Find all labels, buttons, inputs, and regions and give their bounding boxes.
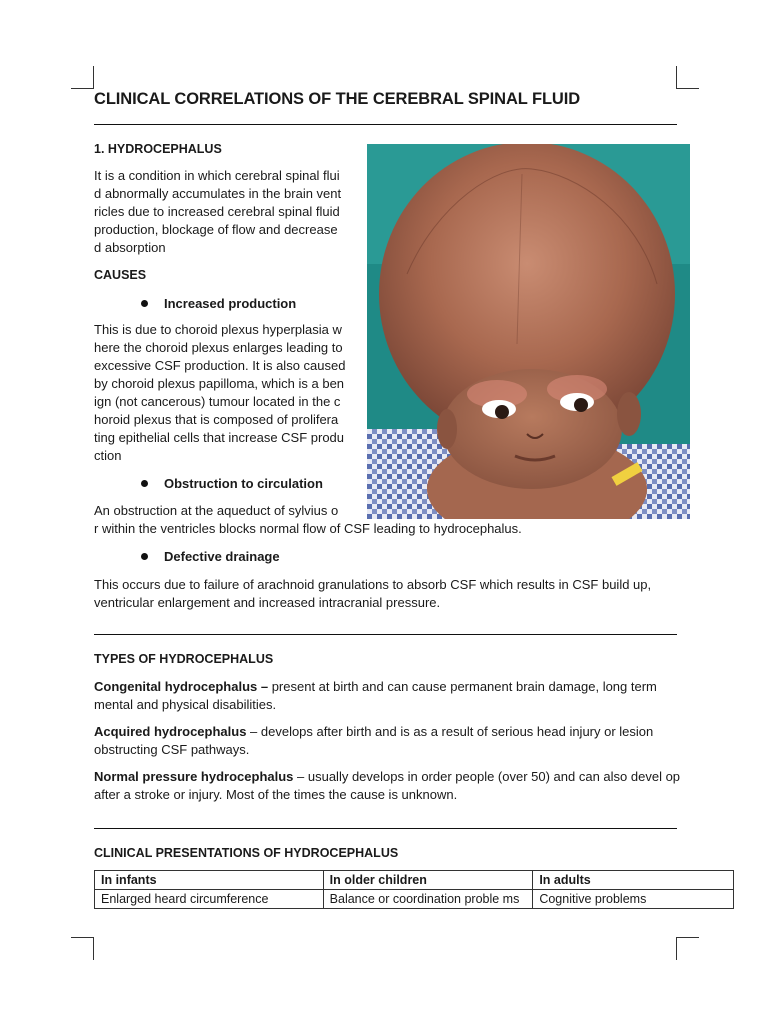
divider <box>94 634 677 635</box>
causes-heading: CAUSES <box>94 268 147 282</box>
table-cell: Balance or coordination proble ms <box>323 890 533 909</box>
section-heading: 1. HYDROCEPHALUS <box>94 142 222 156</box>
types-heading: TYPES OF HYDROCEPHALUS <box>94 652 274 666</box>
drainage-paragraph: This occurs due to failure of arachnoid granulations to absorb CSF which results in CSF build up, ventricular enlargement and increased intracranial pressure. <box>94 577 652 610</box>
crop-mark-top-right <box>676 66 699 89</box>
bullet-increased-production: Increased production <box>141 296 296 311</box>
bullet-dot <box>141 553 148 560</box>
crop-mark-top-left <box>71 66 94 89</box>
type-normal-pressure: Normal pressure hydrocephalus – usually develops in order people (over 50) and can also devel op after a stroke or injury. Most of the times the cause is unknown. <box>94 769 681 802</box>
bullet-dot <box>141 300 148 307</box>
obstruction-paragraph: An obstruction at the aqueduct of sylvius o r within the ventricles blocks normal flow of CSF leading to hydrocephalus. <box>94 503 522 536</box>
table-cell: Enlarged heard circumference <box>95 890 324 909</box>
hydrocephalus-infant-photo <box>367 144 690 519</box>
divider <box>94 124 677 125</box>
bullet-dot <box>141 480 148 487</box>
column-header: In older children <box>323 871 533 890</box>
type-acquired: Acquired hydrocephalus – develops after birth and is as a result of serious head injury or lesion obstructing CSF pathways. <box>94 724 654 757</box>
divider <box>94 828 677 829</box>
table-header-row <box>95 871 734 890</box>
column-header: In infants <box>95 871 324 890</box>
definition-paragraph: It is a condition in which cerebral spinal flui d abnormally accumulates in the brain vent ricles due to increased cerebral spinal fluid production, blockage of flow and decrease d absorption <box>94 168 342 255</box>
bullet-obstruction: Obstruction to circulation <box>141 476 323 491</box>
presentations-heading: CLINICAL PRESENTATIONS OF HYDROCEPHALUS <box>94 846 399 860</box>
presentations-table <box>94 870 734 909</box>
increased-production-paragraph: This is due to choroid plexus hyperplasia w here the choroid plexus enlarges leading to excessive CSF production. It is also caused by choroid plexus papilloma, which is a ben ign (not cancerous) tumour located in the c horoid plexus that is composed of prolifera ting epithelial cells that increase CSF produ ction <box>94 322 346 463</box>
table-row <box>95 890 734 909</box>
page-title: CLINICAL CORRELATIONS OF THE CEREBRAL SPINAL FLUID <box>94 90 581 108</box>
type-congenital: Congenital hydrocephalus – present at birth and can cause permanent brain damage, long term mental and physical disabilities. <box>94 679 657 712</box>
bullet-defective-drainage: Defective drainage <box>141 549 280 564</box>
crop-mark-bottom-left <box>71 937 94 960</box>
column-header: In adults <box>533 871 734 890</box>
crop-mark-bottom-right <box>676 937 699 960</box>
table-cell: Cognitive problems <box>533 890 734 909</box>
